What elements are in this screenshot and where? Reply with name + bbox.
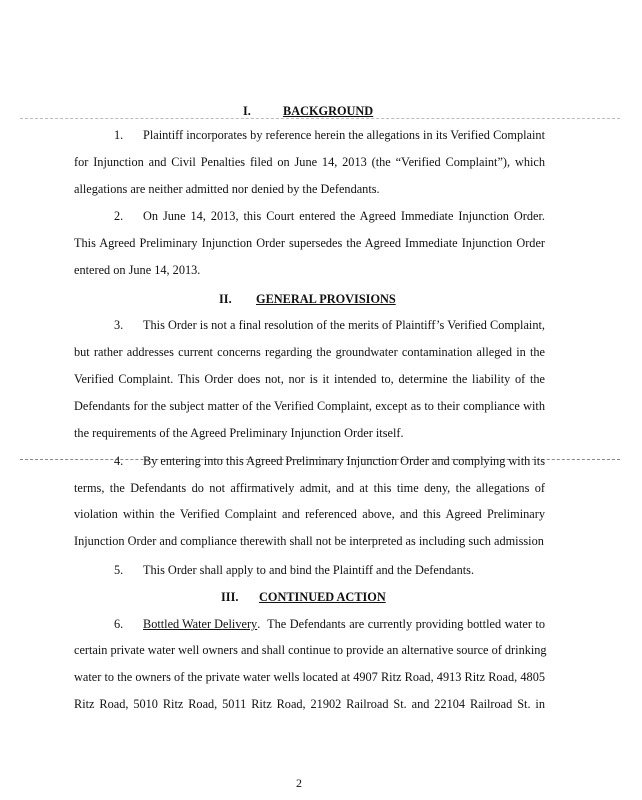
- paragraph-line: This Order shall apply to and bind the Plaintiff and the Defendants.: [143, 563, 475, 577]
- paragraph-line: allegations are neither admitted nor denied by the Defendants.: [74, 182, 380, 196]
- page-number: 2: [296, 776, 302, 790]
- paragraph-line: [143, 616, 545, 632]
- paragraph-line: This Order is not a final resolution of the merits of Plaintiff’s Verified Complaint,: [143, 318, 545, 332]
- paragraph-number: 5.: [114, 563, 124, 577]
- paragraph-number: 4.: [114, 454, 124, 468]
- paragraph-number: 1.: [114, 128, 124, 142]
- paragraph-line: entered on June 14, 2013.: [74, 263, 201, 277]
- paragraph-line: terms, the Defendants do not affirmatively admit, and at this time deny, the allegations of: [74, 481, 545, 495]
- paragraph-line-rest: . The Defendants are currently providing bottled water to: [257, 617, 545, 631]
- paragraph-number: 6.: [114, 617, 124, 631]
- paragraph-line: Verified Complaint. This Order does not, nor is it intended to, determine the liability of the: [74, 372, 545, 386]
- paragraph-line: Defendants for the subject matter of the Verified Complaint, except as to their compliance with: [74, 399, 545, 413]
- paragraph-line: By entering into this Agreed Preliminary Injunction Order and complying with its: [143, 454, 545, 468]
- paragraph-number: 2.: [114, 209, 124, 223]
- paragraph-line: water to the owners of the private water wells located at 4907 Ritz Road, 4913 Ritz Road, 4805: [74, 670, 545, 684]
- section-heading-general-provisions: GENERAL PROVISIONS: [256, 292, 396, 306]
- paragraph-line: This Agreed Preliminary Injunction Order supersedes the Agreed Immediate Injunction Order: [74, 236, 545, 250]
- paragraph-line: the requirements of the Agreed Preliminary Injunction Order itself.: [74, 426, 404, 440]
- paragraph-line: Plaintiff incorporates by reference herein the allegations in its Verified Complaint: [143, 128, 545, 142]
- section-numeral: III.: [221, 590, 239, 604]
- paragraph-line: Ritz Road, 5010 Ritz Road, 5011 Ritz Road, 21902 Railroad St. and 22104 Railroad St. in: [74, 697, 545, 711]
- paragraph-line: but rather addresses current concerns regarding the groundwater contamination alleged in the: [74, 345, 545, 359]
- paragraph-number: 3.: [114, 318, 124, 332]
- bottled-water-delivery-heading: Bottled Water Delivery: [143, 617, 258, 631]
- section-heading-background: BACKGROUND: [283, 104, 374, 118]
- section-numeral: I.: [243, 104, 251, 118]
- paragraph-line: Injunction Order and compliance therewith shall not be interpreted as including such admission: [74, 534, 544, 548]
- paragraph-line: for Injunction and Civil Penalties filed on June 14, 2013 (the “Verified Complaint”), which: [74, 155, 545, 169]
- paragraph-line: violation within the Verified Complaint and referenced above, and this Agreed Preliminary: [74, 507, 545, 521]
- paragraph-line: On June 14, 2013, this Court entered the Agreed Immediate Injunction Order.: [143, 209, 545, 223]
- paragraph-line: certain private water well owners and shall continue to provide an alternative source of drinking: [74, 643, 547, 657]
- section-heading-continued-action: CONTINUED ACTION: [259, 590, 386, 604]
- section-numeral: II.: [219, 292, 232, 306]
